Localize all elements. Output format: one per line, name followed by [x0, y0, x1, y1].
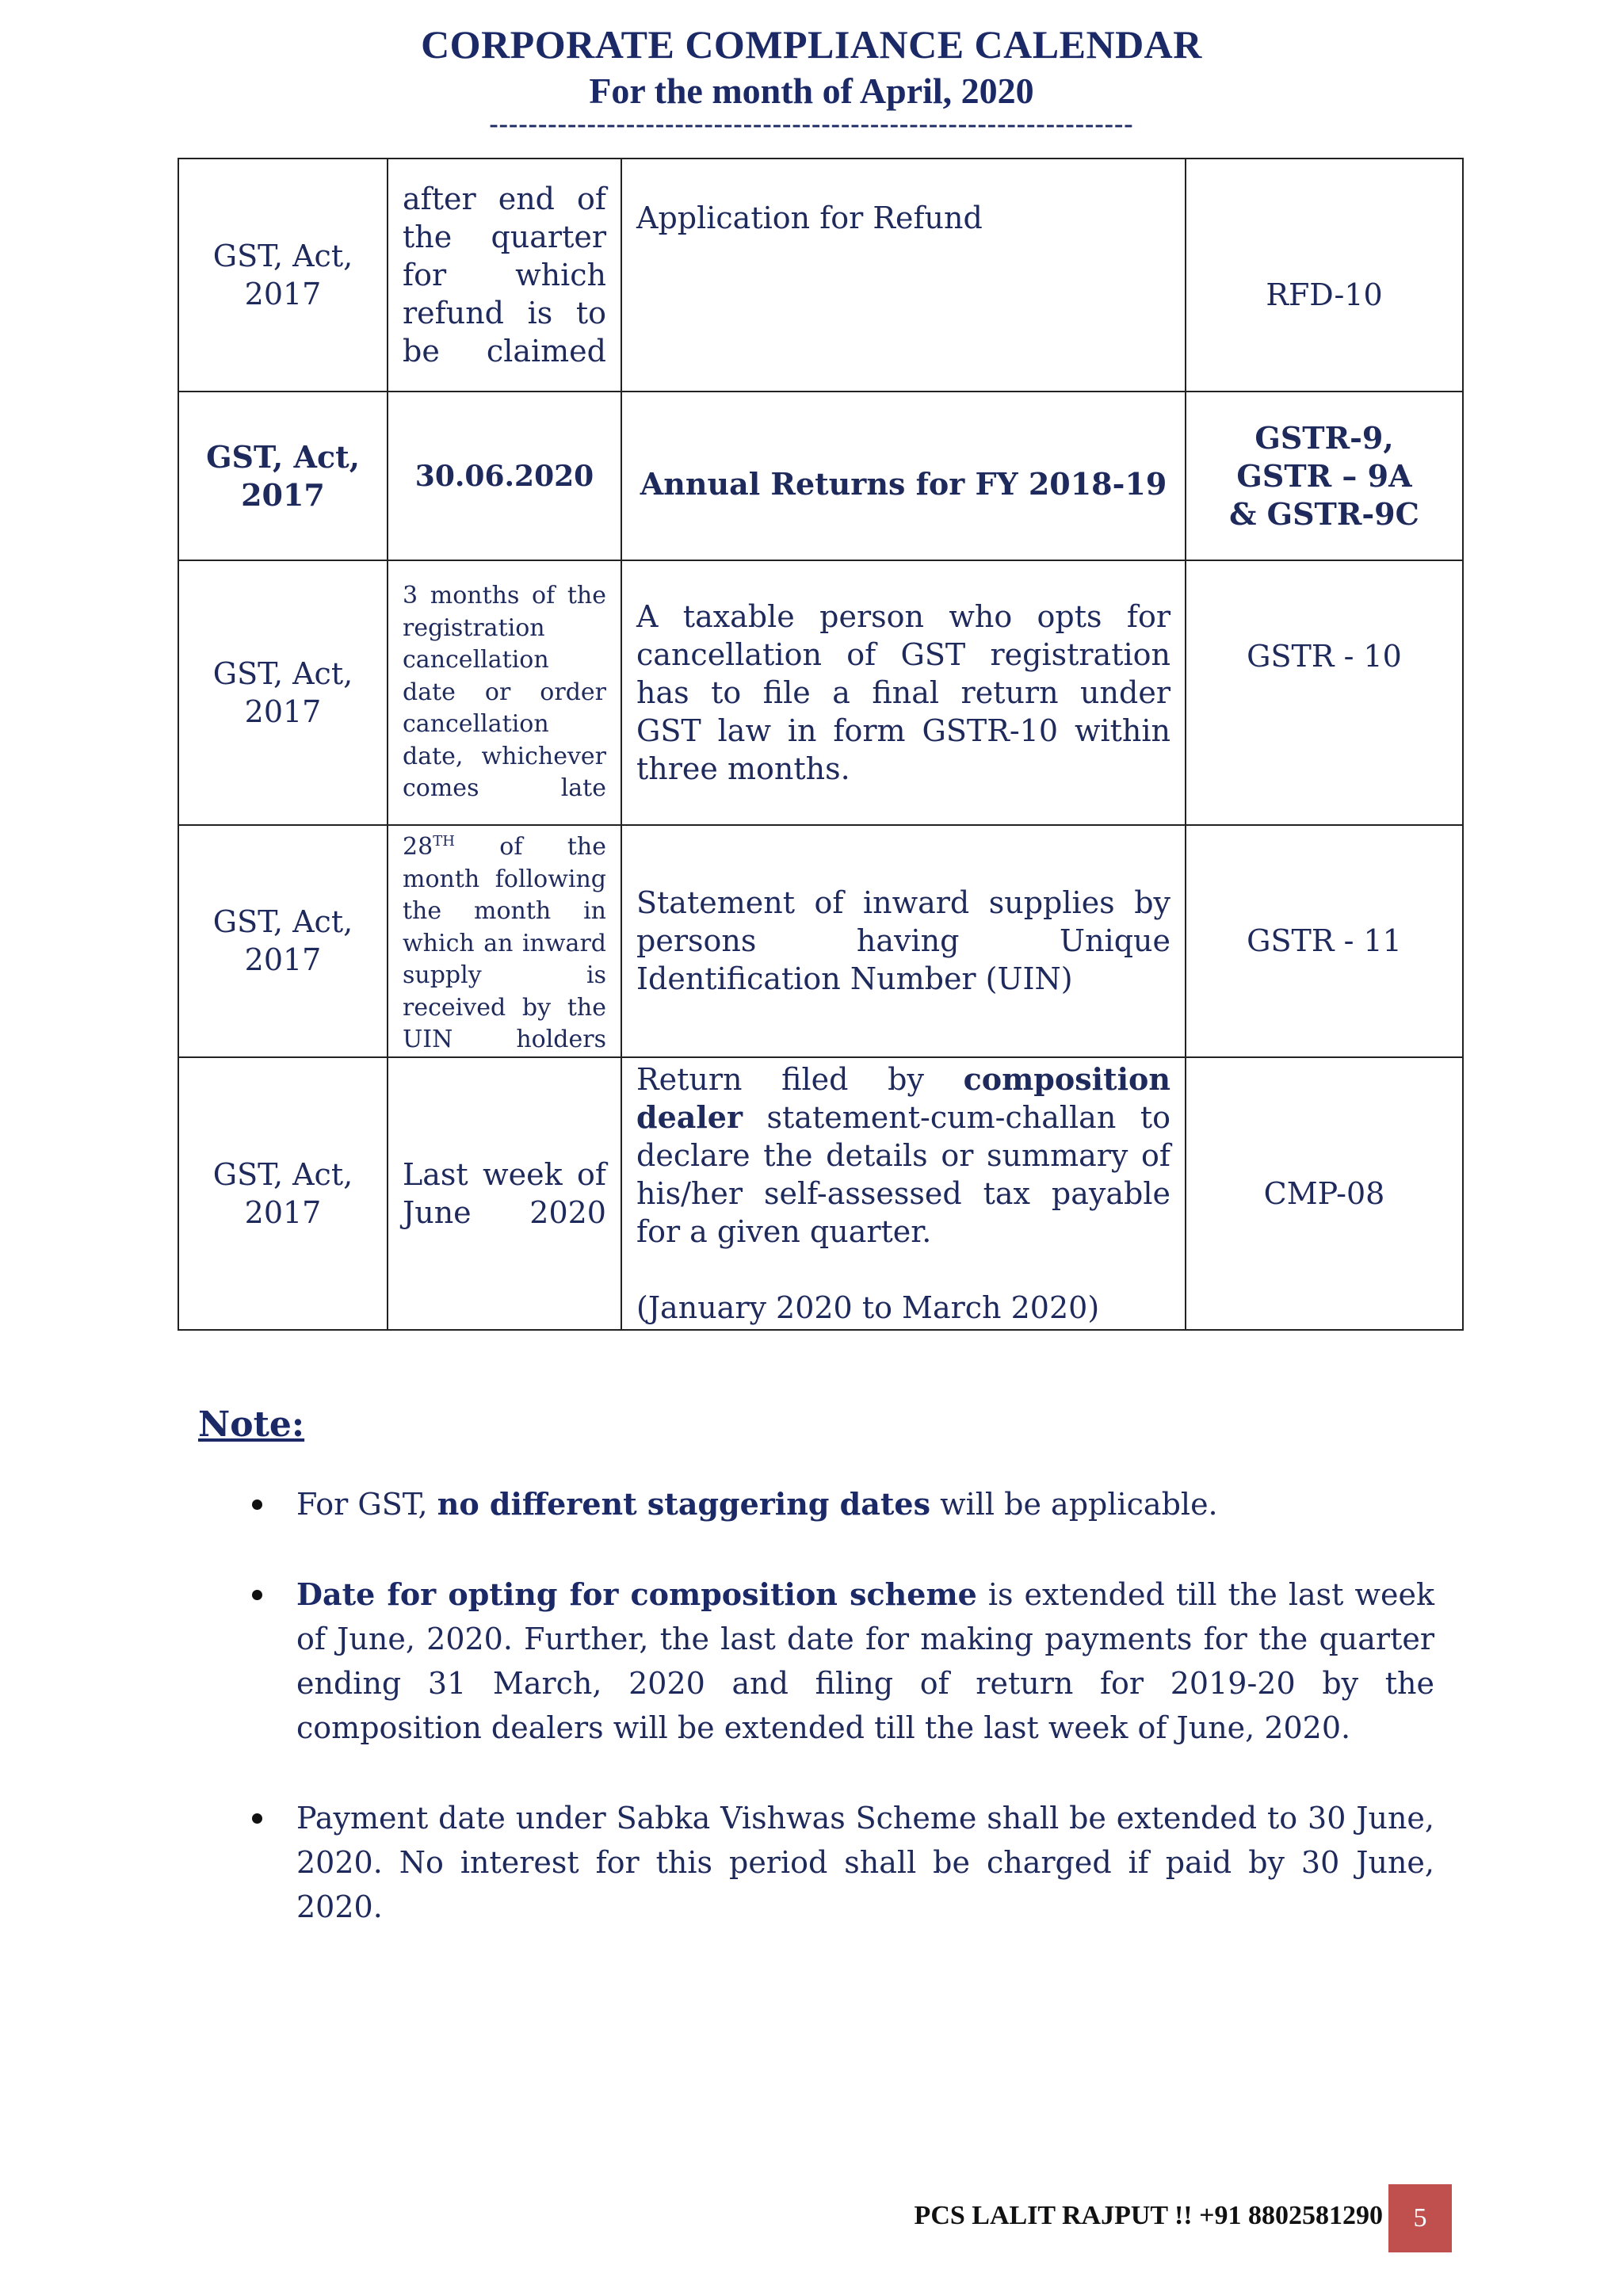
title-rule: ------------------------------------------------------------------ — [489, 114, 1134, 135]
page-header — [0, 21, 1623, 135]
table-row — [178, 392, 1463, 560]
form-line: GSTR-9, — [1254, 419, 1394, 456]
form-line: & GSTR-9C — [1229, 495, 1419, 532]
act-cell: GST, Act, 2017 — [178, 560, 388, 825]
form-cell: GSTR - 10 — [1186, 560, 1463, 825]
document-subtitle: For the month of April, 2020 — [589, 71, 1034, 111]
form-line: GSTR – 9A — [1236, 457, 1412, 494]
note-item — [296, 1796, 1434, 1929]
note-bold: no different staggering dates — [437, 1486, 930, 1522]
table-row — [178, 825, 1463, 1057]
note-text: is extended till the last week of June, 2020. Further, the last date for making payments for the quarter ending 31 March, 2020 and filing of return for 2019-20 by the composition dealers will be extended till the last week of June, 2020. — [296, 1577, 1434, 1745]
act-cell: GST, Act, 2017 — [178, 159, 388, 392]
particulars-text — [636, 1060, 1170, 1251]
particulars-bold: composition dealer — [636, 1060, 1170, 1135]
due-rest: of the month following the month in which an inward supply is received by the UIN holders — [403, 833, 606, 1053]
form-cell: RFD-10 — [1186, 159, 1463, 392]
note-heading: Note: — [198, 1404, 305, 1445]
act-cell: GST, Act, 2017 — [178, 1057, 388, 1330]
table-row — [178, 159, 1463, 392]
form-cell — [1186, 392, 1463, 560]
note-item — [296, 1482, 1434, 1526]
due-date-cell — [388, 825, 621, 1057]
note-text: For GST, — [296, 1487, 437, 1522]
particulars-cell: Statement of inward supplies by persons having Unique Identification Number (UIN) — [621, 825, 1186, 1057]
particulars-period: (January 2020 to March 2020) — [636, 1289, 1100, 1325]
document-title: CORPORATE COMPLIANCE CALENDAR — [421, 22, 1202, 67]
particulars-post: statement-cum-challan to declare the details or summary of his/her self-assessed tax payable for a given quarter. — [636, 1099, 1170, 1249]
due-date-cell: 3 months of the registration cancellation date or order cancellation date, whichever comes late — [388, 560, 621, 825]
particulars-cell: A taxable person who opts for cancellation of GST registration has to file a final return under GST law in form GSTR-10 within three months. — [621, 560, 1186, 825]
footer-contact: PCS LALIT RAJPUT !! +91 8802581290 — [914, 2201, 1383, 2230]
note-text: Payment date under Sabka Vishwas Scheme shall be extended to 30 June, 2020. No interest for this period shall be charged if paid by 30 June, 2020. — [296, 1801, 1434, 1924]
note-bold: Date for opting for composition scheme — [296, 1576, 977, 1612]
note-item — [296, 1572, 1434, 1750]
table-row — [178, 560, 1463, 825]
act-cell: GST, Act, 2017 — [178, 825, 388, 1057]
particulars-pre: Return filed by — [636, 1061, 964, 1097]
form-cell: GSTR - 11 — [1186, 825, 1463, 1057]
note-text: will be applicable. — [930, 1487, 1218, 1522]
particulars-cell: Annual Returns for FY 2018-19 — [621, 392, 1186, 560]
act-cell: GST, Act, 2017 — [178, 392, 388, 560]
compliance-table — [178, 158, 1464, 1331]
particulars-cell — [621, 1057, 1186, 1330]
particulars-cell: Application for Refund — [621, 159, 1186, 392]
due-date-cell: Last week of June 2020 — [388, 1057, 621, 1330]
due-day-suffix: TH — [433, 833, 455, 850]
page-number-badge: 5 — [1388, 2184, 1452, 2252]
form-cell: CMP-08 — [1186, 1057, 1463, 1330]
table-row — [178, 1057, 1463, 1330]
due-day: 28 — [403, 833, 433, 861]
notes-list — [296, 1482, 1434, 1975]
due-date-cell: 30.06.2020 — [388, 392, 621, 560]
due-date-cell: after end of the quarter for which refund is to be claimed — [388, 159, 621, 392]
